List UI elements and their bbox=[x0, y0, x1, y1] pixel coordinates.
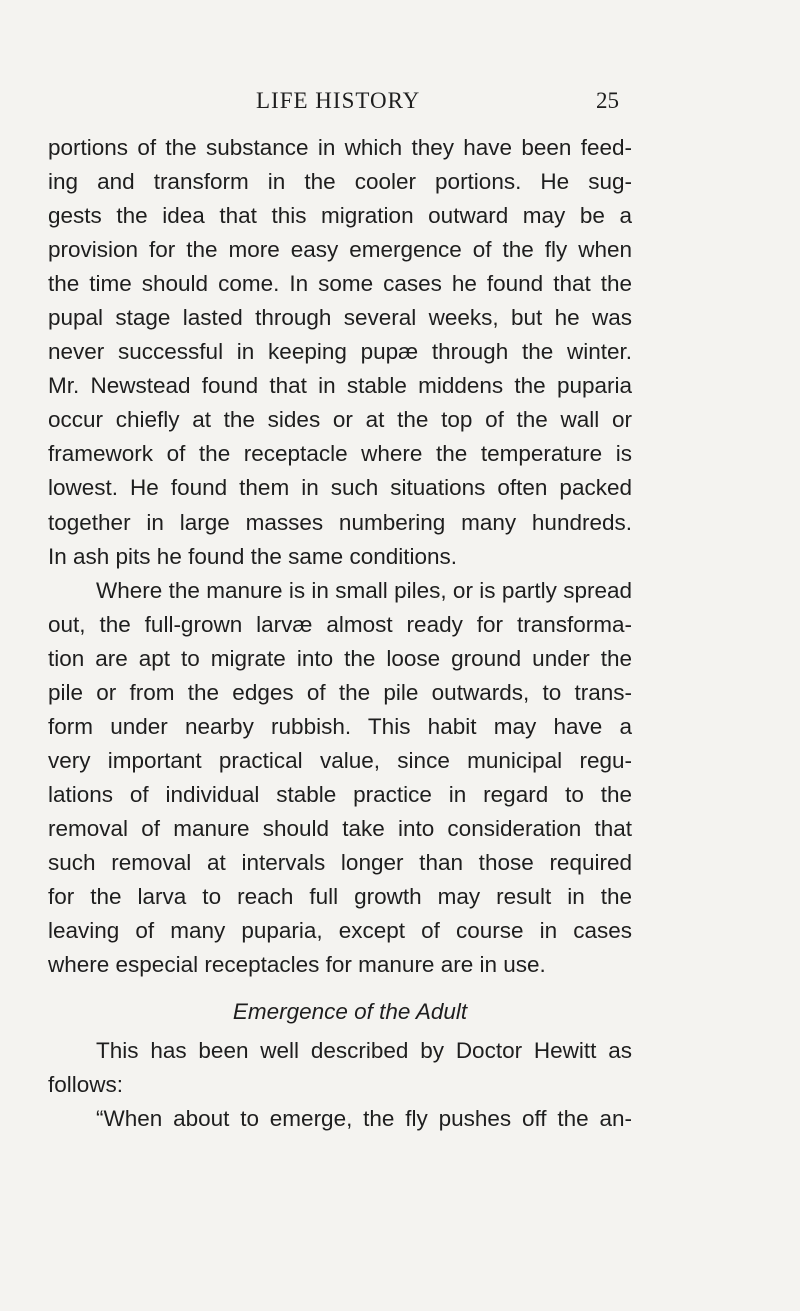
paragraph-hewitt-intro bbox=[48, 1034, 632, 1102]
text-line: In ash pits he found the same conditions. bbox=[48, 543, 458, 569]
paragraph-hewitt-quote bbox=[48, 1102, 632, 1136]
text-line: lowest. He found them in such situations often packed bbox=[48, 475, 632, 501]
text-line: portions of the substance in which they have been feed- bbox=[48, 135, 632, 160]
text-line: leaving of many puparia, except of course in cases bbox=[48, 918, 632, 944]
paragraph-migration bbox=[48, 131, 632, 574]
text-line: follows: bbox=[48, 1072, 124, 1098]
text-line: pupal stage lasted through several weeks, but he was bbox=[48, 305, 632, 331]
running-title: LIFE HISTORY bbox=[256, 88, 421, 113]
page-number: 25 bbox=[596, 88, 619, 113]
text-line: where especial receptacles for manure are in use. bbox=[48, 952, 546, 978]
text-line: occur chiefly at the sides or at the top of the wall or bbox=[48, 407, 632, 433]
text-line: tion are apt to migrate into the loose ground under the bbox=[48, 645, 632, 671]
text-line: “When about to emerge, the fly pushes off the an- bbox=[96, 1106, 632, 1132]
text-line: Where the manure is in small piles, or is partly spread bbox=[96, 577, 632, 603]
body-text bbox=[48, 131, 632, 1136]
text-line: removal of manure should take into consideration that bbox=[48, 815, 632, 841]
section-heading: Emergence of the Adult bbox=[232, 999, 468, 1025]
text-line: such removal at intervals longer than those required bbox=[48, 849, 632, 875]
text-line: never successful in keeping pupæ through the winter. bbox=[48, 339, 632, 365]
text-line: very important practical value, since municipal regu- bbox=[48, 747, 632, 773]
text-line: provision for the more easy emergence of the fly when bbox=[48, 237, 632, 263]
text-line: form under nearby rubbish. This habit may have a bbox=[48, 713, 632, 739]
text-line: framework of the receptacle where the temperature is bbox=[48, 441, 632, 467]
text-line: the time should come. In some cases he found that the bbox=[48, 271, 632, 297]
text-line: gests the idea that this migration outward may be a bbox=[48, 203, 632, 229]
paragraph-manure-piles bbox=[48, 574, 632, 983]
running-head bbox=[0, 88, 800, 122]
text-line: out, the full-grown larvæ almost ready for transforma- bbox=[48, 611, 632, 637]
text-line: pile or from the edges of the pile outwards, to trans- bbox=[48, 679, 632, 705]
text-line: for the larva to reach full growth may result in the bbox=[48, 884, 632, 910]
text-line: Mr. Newstead found that in stable middens the puparia bbox=[48, 373, 632, 399]
text-line: together in large masses numbering many hundreds. bbox=[48, 509, 632, 535]
text-line: lations of individual stable practice in regard to the bbox=[48, 781, 632, 807]
text-line: This has been well described by Doctor Hewitt as bbox=[96, 1038, 632, 1064]
text-line: ing and transform in the cooler portions. He sug- bbox=[48, 169, 632, 195]
